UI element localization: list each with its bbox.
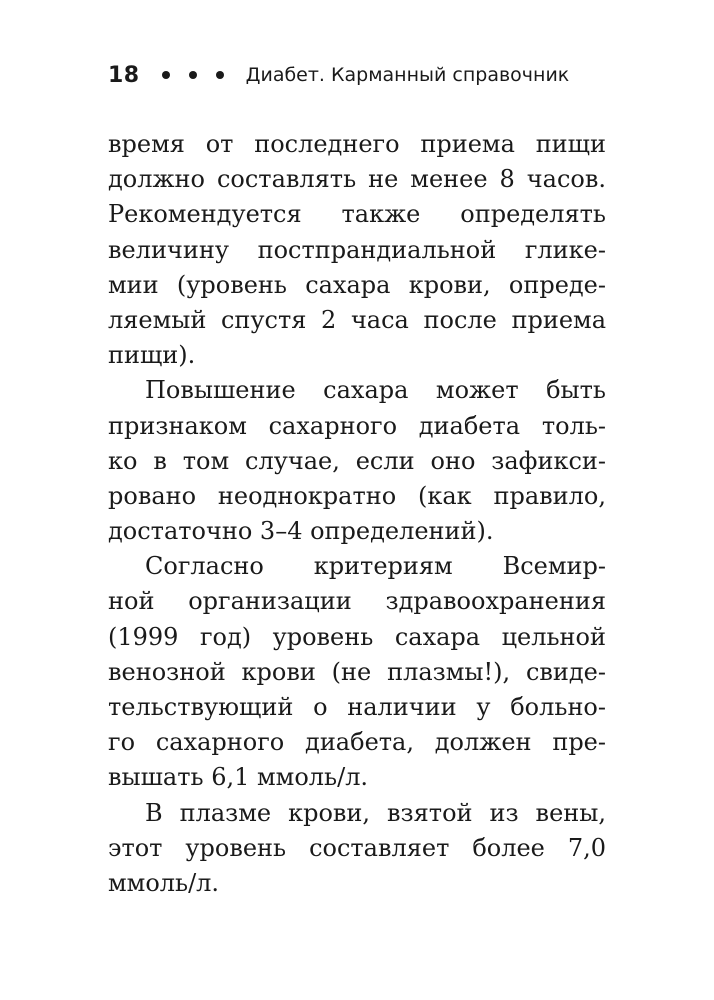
paragraph xyxy=(108,373,606,549)
text-line: (1999 год) уровень сахара цельной xyxy=(108,622,606,651)
text-line: признаком сахарного диабета толь- xyxy=(108,411,606,440)
book-title: Диабет. Карманный справочник xyxy=(245,64,570,86)
text-line: должно составлять не менее 8 часов. xyxy=(108,165,606,194)
text-line: вышать 6,1 ммоль/л. xyxy=(108,763,369,792)
text-line: пищи). xyxy=(108,341,196,370)
text-line: го сахарного диабета, должен пре- xyxy=(108,728,606,757)
text-line: Повышение сахара может быть xyxy=(145,376,606,405)
text-line: В плазме крови, взятой из вены, xyxy=(145,798,606,827)
text-line: ммоль/л. xyxy=(108,868,220,897)
dot-icon xyxy=(162,71,170,79)
dot-icon xyxy=(216,71,224,79)
text-line: тельствующий о наличии у больно- xyxy=(108,693,606,721)
text-line: время от последнего приема пищи xyxy=(108,130,606,158)
text-line: Рекомендуется также определять xyxy=(108,200,606,229)
text-line: ной организации здравоохранения xyxy=(108,587,606,616)
text-line: мии (уровень сахара крови, опреде- xyxy=(108,270,606,299)
dot-icon xyxy=(189,71,197,79)
separator-dots xyxy=(162,71,224,79)
text-line: этот уровень составляет более 7,0 xyxy=(108,833,606,862)
text-line: ляемый спустя 2 часа после приема xyxy=(108,305,606,334)
text-line: ровано неоднократно (как правило, xyxy=(108,481,606,510)
paragraph xyxy=(108,127,606,373)
body-text xyxy=(108,127,606,901)
page-number: 18 xyxy=(108,62,140,88)
running-head xyxy=(108,60,569,90)
text-line: Согласно критериям Всемир- xyxy=(145,552,606,581)
text-line: величину постпрандиальной глике- xyxy=(108,235,606,264)
paragraph xyxy=(108,549,606,795)
text-line: достаточно 3–4 определений). xyxy=(108,517,494,546)
text-line: ко в том случае, если оно зафикси- xyxy=(108,446,606,475)
paragraph xyxy=(108,796,606,902)
text-line: венозной крови (не плазмы!), свиде- xyxy=(108,657,606,686)
